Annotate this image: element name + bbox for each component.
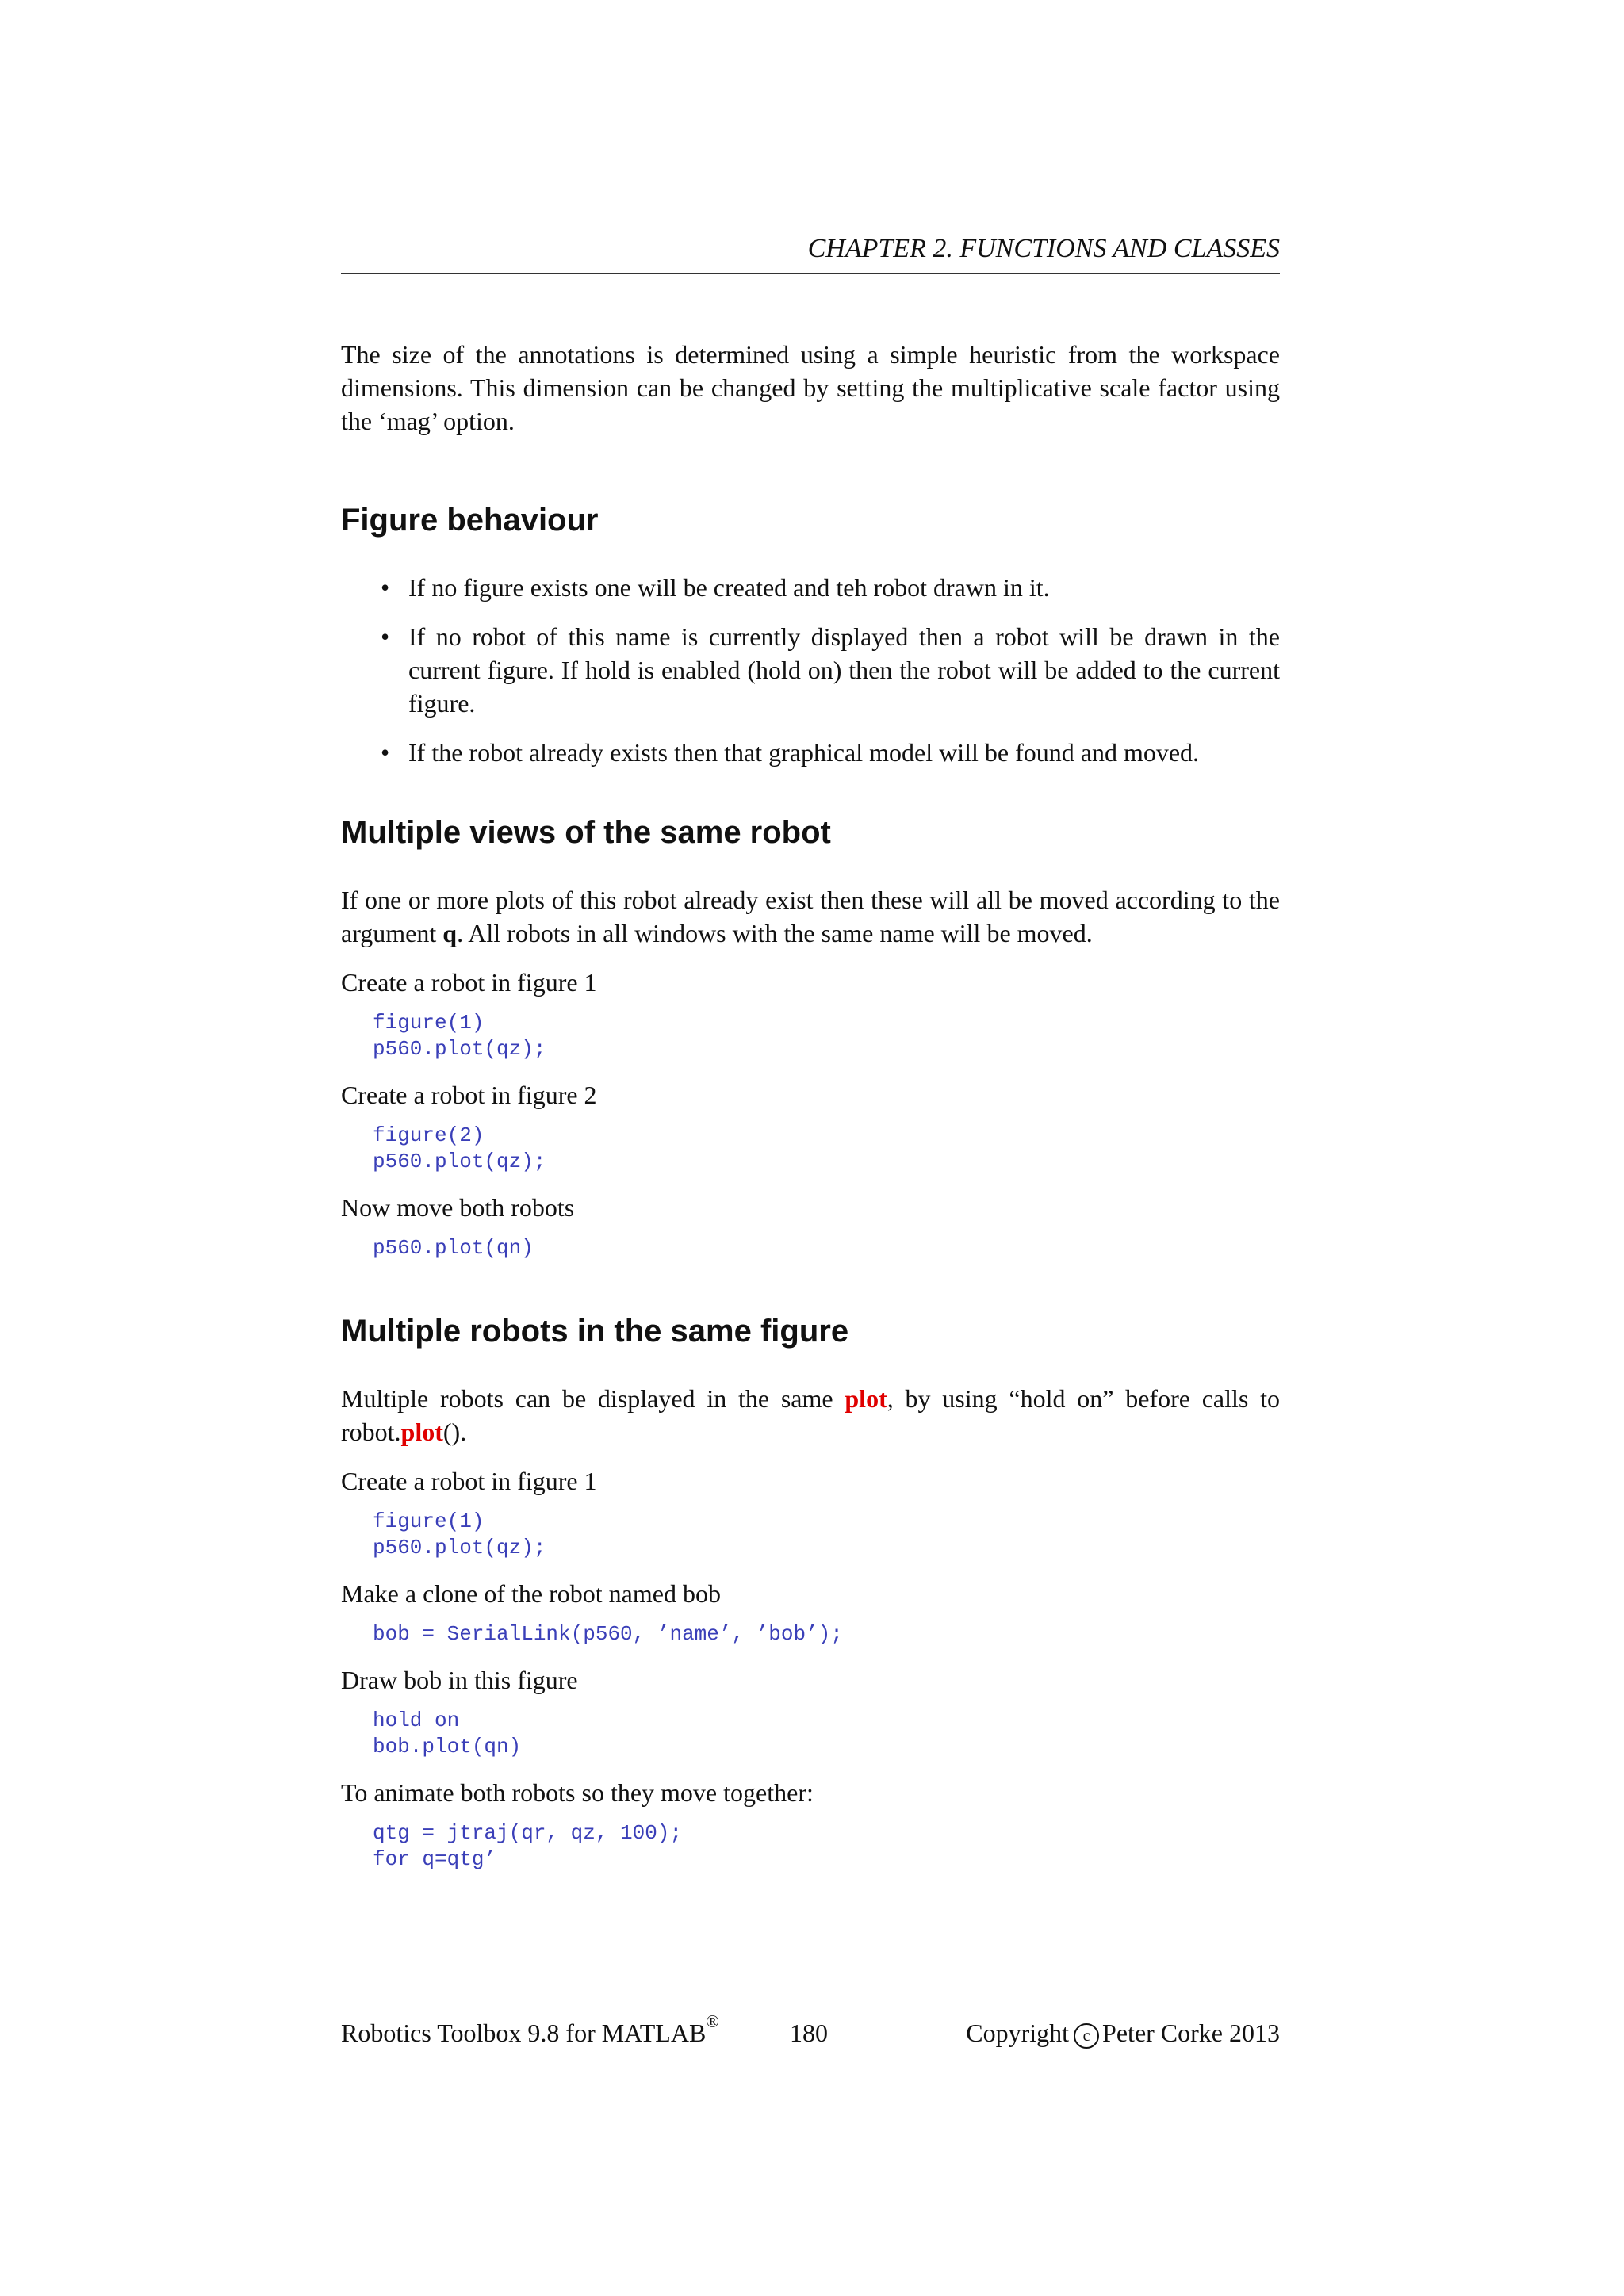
page-footer [341,2011,1280,2061]
list-item: • If the robot already exists then that graphical model will be found and moved. [341,736,1280,769]
code-block: p560.plot(qn) [373,1236,534,1260]
plot-link[interactable]: plot [845,1384,887,1413]
section-title-multiple-views: Multiple views of the same robot [341,815,831,850]
multiple-robots-paragraph: Multiple robots can be displayed in the same plot, by using “hold on” before calls to robot.plot(). [341,1384,1281,1446]
step-text: Create a robot in figure 1 [341,1467,597,1495]
step-text: Create a robot in figure 2 [341,1081,597,1109]
code-block: bob = SerialLink(p560, ’name’, ’bob’); [373,1622,843,1646]
copyright-icon: c [1074,2023,1099,2049]
footer-book-title: Robotics Toolbox 9.8 for MATLAB® [341,2011,719,2047]
plot-link[interactable]: plot [400,1418,443,1446]
section-title-multiple-robots: Multiple robots in the same figure [341,1314,849,1349]
code-block: hold on bob.plot(qn) [373,1709,522,1758]
bullet-icon: • [381,738,390,767]
bullet-icon: • [381,622,390,651]
step-text: To animate both robots so they move together: [341,1778,814,1807]
step-text: Now move both robots [341,1193,575,1222]
code-block: figure(1) p560.plot(qz); [373,1510,546,1559]
page-content [341,230,1280,1873]
figure-behaviour-list [341,571,1280,769]
step-text: Draw bob in this figure [341,1666,578,1694]
footer-copyright: Copyright c Peter Corke 2013 [966,2019,1280,2047]
list-item: • If no robot of this name is currently displayed then a robot will be drawn in the current figure. If hold is enabled (hold on) then the robot will be added to the current figure. [341,620,1280,720]
code-block: qtg = jtraj(qr, qz, 100); for q=qtg’ [373,1821,683,1871]
step-text: Create a robot in figure 1 [341,968,597,997]
code-block: figure(2) p560.plot(qz); [373,1123,546,1173]
step-text: Make a clone of the robot named bob [341,1579,721,1608]
section-title-figure-behaviour: Figure behaviour [341,503,599,538]
multiple-views-paragraph: If one or more plots of this robot already exist then these will all be moved according to the argument q. All robots in all windows with the same name will be moved. [341,886,1280,947]
argument-q: q [442,919,458,947]
registered-icon: ® [706,2011,719,2031]
intro-paragraph: The size of the annotations is determined using a simple heuristic from the workspace dimensions. This dimension can be changed by setting the multiplicative scale factor using the ‘mag’ option. [341,340,1280,435]
list-item: • If no figure exists one will be created and teh robot drawn in it. [341,571,1280,604]
bullet-icon: • [381,573,390,602]
running-head: CHAPTER 2. FUNCTIONS AND CLASSES [341,230,1280,274]
page-number: 180 [790,2019,828,2047]
code-block: figure(1) p560.plot(qz); [373,1011,546,1061]
